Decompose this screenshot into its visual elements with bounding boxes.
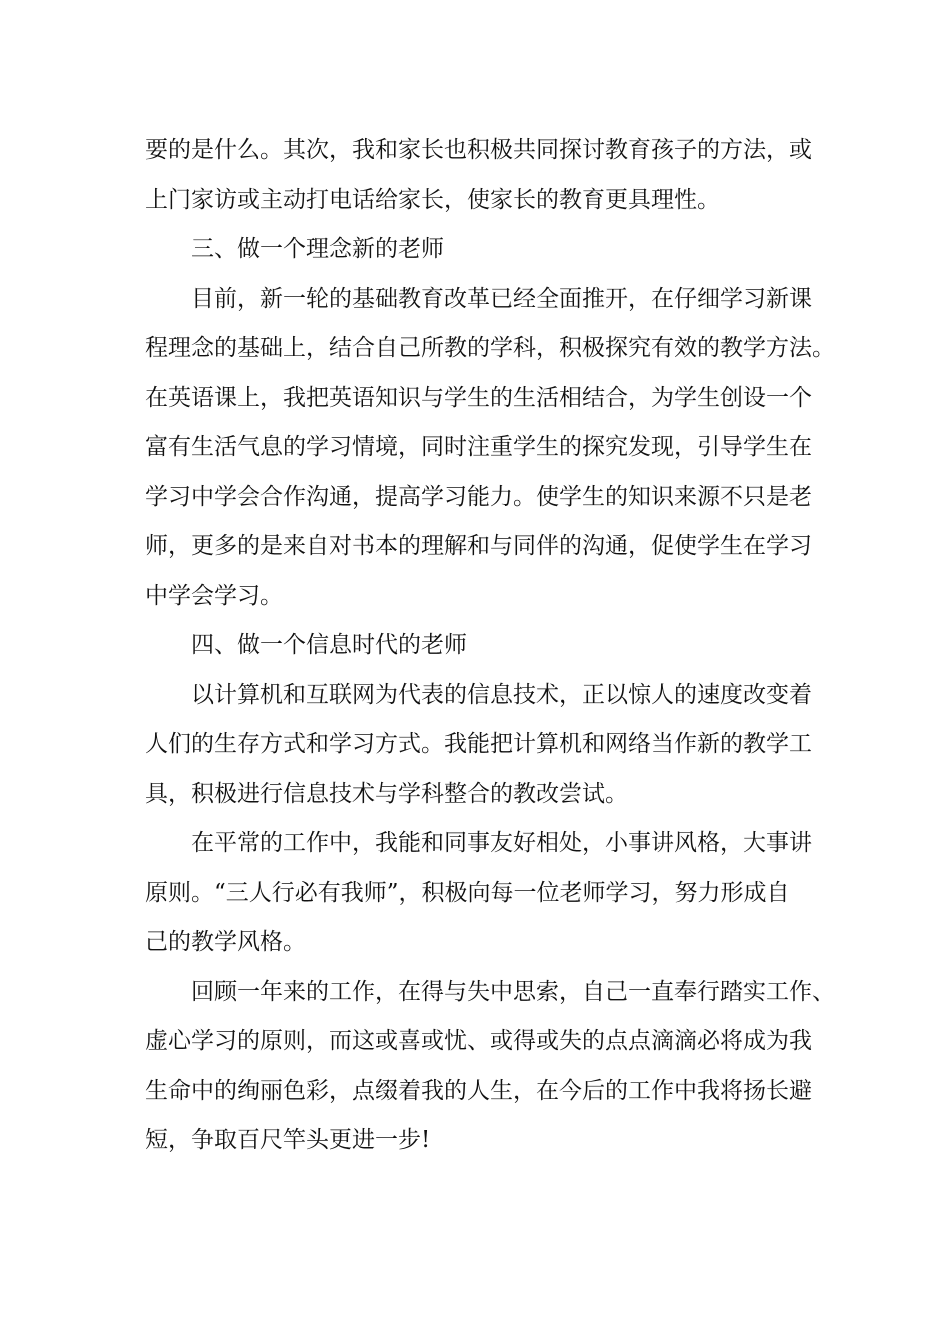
text-line: 富有生活气息的学习情境，同时注重学生的探究发现，引导学生在 — [145, 434, 812, 460]
text-line: 上门家访或主动打电话给家长，使家长的教育更具理性。 — [145, 186, 720, 213]
text-line: 目前，新一轮的基础教育改革已经全面推开，在仔细学习新课 — [191, 285, 812, 312]
text-line: 人们的生存方式和学习方式。我能把计算机和网络当作新的教学工 — [145, 731, 812, 757]
section-heading-3 — [145, 225, 825, 275]
heading-line: 三、做一个理念新的老师 — [191, 236, 444, 262]
paragraph-4 — [145, 819, 825, 968]
text-line: 具，积极进行信息技术与学科整合的教改尝试。 — [145, 780, 628, 807]
text-line: 师，更多的是来自对书本的理解和与同伴的沟通，促使学生在学习 — [145, 533, 812, 559]
text-line: 原则。“三人行必有我师”，积极向每一位老师学习，努力形成自 — [145, 879, 790, 906]
text-line: 回顾一年来的工作，在得与失中思索，自己一直奉行踏实工作、 — [191, 978, 835, 1005]
paragraph-1 — [145, 126, 825, 225]
paragraph-3 — [145, 671, 825, 820]
paragraph-2 — [145, 275, 835, 622]
paragraph-5 — [145, 968, 835, 1166]
text-line: 程理念的基础上，结合自己所教的学科，积极探究有效的教学方法。 — [145, 335, 835, 361]
heading-line: 四、做一个信息时代的老师 — [191, 632, 467, 658]
text-line: 在平常的工作中，我能和同事友好相处，小事讲风格，大事讲 — [191, 830, 812, 856]
text-line: 短，争取百尺竿头更进一步! — [145, 1127, 431, 1153]
text-line: 学习中学会合作沟通，提高学习能力。使学生的知识来源不只是老 — [145, 483, 812, 510]
text-line: 在英语课上，我把英语知识与学生的生活相结合，为学生创设一个 — [145, 384, 812, 411]
document-body — [145, 126, 835, 1166]
text-line: 虚心学习的原则，而这或喜或忧、或得或失的点点滴滴必将成为我 — [145, 1028, 812, 1054]
text-line: 己的教学风格。 — [145, 929, 306, 955]
text-line: 要的是什么。其次，我和家长也积极共同探讨教育孩子的方法，或 — [145, 137, 812, 163]
section-heading-4 — [145, 621, 825, 671]
text-line: 生命中的绚丽色彩，点缀着我的人生，在今后的工作中我将扬长避 — [145, 1077, 812, 1104]
text-line: 以计算机和互联网为代表的信息技术，正以惊人的速度改变着 — [191, 681, 812, 708]
text-line: 中学会学习。 — [145, 582, 283, 609]
